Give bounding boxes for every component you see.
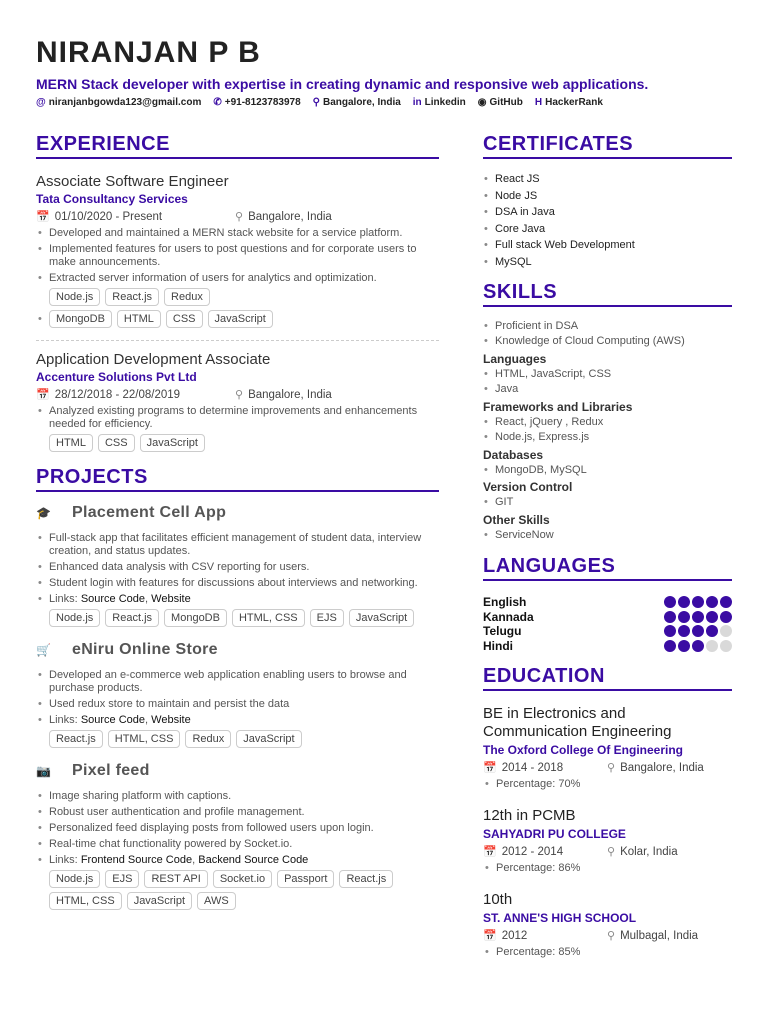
camera-icon: 📷	[36, 764, 51, 778]
proficiency-dot-filled	[692, 611, 704, 623]
list-item: • Image sharing platform with captions.	[36, 790, 439, 803]
tech-tag: EJS	[105, 870, 139, 888]
phone-text: +91-8123783978	[224, 97, 301, 108]
skill-group-heading: Databases	[483, 447, 544, 462]
education-location: Bangalore, India	[620, 761, 704, 774]
job-meta	[36, 388, 439, 401]
tech-tag: JavaScript	[127, 892, 192, 910]
tech-tag: CSS	[98, 434, 135, 452]
hackerrank-icon: H	[534, 97, 543, 108]
company-name: Tata Consultancy Services	[36, 192, 188, 206]
skill-group-heading: Version Control	[483, 480, 573, 495]
tech-tags	[36, 609, 439, 627]
proficiency-dot-empty	[706, 640, 718, 652]
frontend-source-link[interactable]: Frontend Source Code	[80, 854, 193, 866]
list-item: • MongoDB, MySQL	[483, 463, 732, 479]
location-pin-icon: ⚲	[607, 762, 616, 775]
education-entry	[483, 705, 732, 791]
proficiency-dots	[664, 640, 732, 652]
degree-title: 12th in PCMB	[483, 807, 576, 825]
email-contact[interactable]	[36, 97, 201, 108]
proficiency-dot-filled	[678, 640, 690, 652]
project-title: Pixel feed	[72, 762, 150, 779]
list-item: • Student login with features for discussions about interviews and networking.	[36, 577, 439, 590]
tech-tag: CSS	[166, 310, 203, 328]
calendar-icon: 📅	[483, 846, 497, 859]
list-item: • Developed an e-commerce web application enabling users to browse and purchase products.	[36, 669, 439, 695]
divider	[36, 340, 439, 341]
source-code-link[interactable]: Source Code	[80, 593, 146, 605]
proficiency-dot-empty	[720, 625, 732, 637]
list-item: • Robust user authentication and profile management.	[36, 806, 439, 819]
job-dates: 28/12/2018 - 22/08/2019	[54, 388, 181, 401]
tech-tag: Passport	[277, 870, 334, 888]
tech-tag: JavaScript	[208, 310, 273, 328]
education-meta	[483, 845, 732, 858]
proficiency-dot-filled	[706, 611, 718, 623]
list-item: • Developed and maintained a MERN stack website for a service platform.	[36, 227, 439, 240]
phone-contact[interactable]	[213, 97, 300, 108]
list-item: • React, jQuery , Redux	[483, 415, 732, 431]
job-location: Bangalore, India	[248, 388, 332, 401]
job-title: Application Development Associate	[36, 351, 271, 368]
proficiency-dot-filled	[678, 625, 690, 637]
list-item: • HTML, JavaScript, CSS	[483, 367, 732, 383]
list-item: • Enhanced data analysis with CSV reporting for users.	[36, 561, 439, 574]
job-entry	[36, 351, 439, 452]
skill-group-list	[483, 463, 732, 479]
project-bullets	[36, 532, 439, 606]
tech-tag: EJS	[310, 609, 344, 627]
tech-tags	[36, 870, 439, 910]
experience-heading: EXPERIENCE	[36, 133, 439, 159]
skill-group-heading: Languages	[483, 351, 547, 366]
degree-title: BE in Electronics and Communication Engineering	[483, 705, 672, 741]
tech-tags	[36, 434, 439, 452]
shopping-cart-icon: 🛒	[36, 643, 51, 657]
project-title: Placement Cell App	[72, 504, 227, 521]
tech-tag: JavaScript	[140, 434, 205, 452]
skill-group-list	[483, 367, 732, 398]
skill-group-list	[483, 495, 732, 511]
location-text: Bangalore, India	[322, 97, 401, 108]
skills-heading: SKILLS	[483, 281, 732, 307]
tech-tag: React.js	[105, 609, 159, 627]
tech-tag: REST API	[144, 870, 207, 888]
proficiency-dots	[664, 596, 732, 608]
list-item: • Extracted server information of users for analytics and optimization.	[36, 272, 439, 285]
job-dates: 01/10/2020 - Present	[54, 210, 163, 223]
location-pin-icon: ⚲	[312, 97, 320, 108]
at-icon: @	[36, 97, 46, 108]
job-meta	[36, 210, 439, 223]
tech-tag: MongoDB	[164, 609, 227, 627]
skill-group-list	[483, 415, 732, 446]
certificates-heading: CERTIFICATES	[483, 133, 732, 159]
list-item: • DSA in Java	[483, 204, 732, 221]
education-details	[483, 778, 732, 791]
tech-tag: AWS	[197, 892, 236, 910]
proficiency-dot-filled	[664, 596, 676, 608]
list-item: • React JS	[483, 171, 732, 188]
links-label: Links:	[49, 854, 78, 866]
education-meta	[483, 929, 732, 942]
right-column	[483, 133, 732, 962]
education-dates: 2014 - 2018	[501, 761, 564, 774]
calendar-icon: 📅	[483, 930, 497, 943]
tech-tag: Redux	[164, 288, 210, 306]
language-name: Kannada	[483, 609, 534, 624]
tech-tag: HTML, CSS	[108, 730, 181, 748]
list-item: • Full-stack app that facilitates efficient management of student data, interview creation, and status updates.	[36, 532, 439, 558]
school-name: ST. ANNE'S HIGH SCHOOL	[483, 911, 637, 926]
calendar-icon: 📅	[483, 762, 497, 775]
calendar-icon: 📅	[36, 211, 50, 223]
tech-tag: React.js	[105, 288, 159, 306]
email-text: niranjanbgowda123@gmail.com	[48, 97, 202, 108]
tech-tag: Socket.io	[213, 870, 272, 888]
list-item: • MySQL	[483, 254, 732, 271]
tech-tags-row	[36, 310, 439, 328]
project-header	[36, 504, 439, 522]
project-links: • Links: Source Code, Website	[36, 593, 439, 606]
tech-tag: HTML	[49, 434, 93, 452]
list-item: • Proficient in DSA	[483, 319, 732, 335]
education-dates: 2012 - 2014	[501, 845, 564, 858]
company-name: Accenture Solutions Pvt Ltd	[36, 370, 197, 384]
list-item: • Node.js, Express.js	[483, 430, 732, 446]
tech-tag: React.js	[339, 870, 393, 888]
degree-title: 10th	[483, 891, 513, 909]
language-row	[483, 595, 732, 610]
graduation-cap-icon: 🎓	[36, 506, 51, 520]
location-pin-icon: ⚲	[607, 930, 616, 943]
education-meta	[483, 761, 732, 774]
tech-tag: HTML	[117, 310, 161, 328]
tech-tag: Node.js	[49, 609, 100, 627]
list-item: • Node JS	[483, 188, 732, 205]
proficiency-dot-filled	[692, 596, 704, 608]
language-row	[483, 639, 732, 654]
github-text: GitHub	[489, 97, 523, 108]
phone-icon: ✆	[213, 97, 222, 108]
list-item: • GIT	[483, 495, 732, 511]
tech-tag: Redux	[185, 730, 231, 748]
tech-tag: JavaScript	[349, 609, 414, 627]
list-item: • Real-time chat functionality powered by Socket.io.	[36, 838, 439, 851]
proficiency-dot-filled	[720, 611, 732, 623]
tech-tag: • MongoDB	[49, 310, 112, 328]
location-pin-icon: ⚲	[235, 211, 244, 223]
list-item: • Implemented features for users to post questions and for corporate users to make announcements.	[36, 243, 439, 269]
project-header	[36, 641, 439, 659]
website-link[interactable]: Website	[151, 593, 191, 605]
links-label: Links:	[49, 593, 78, 605]
resume-tagline: MERN Stack developer with expertise in creating dynamic and responsive web applications.	[36, 76, 649, 92]
list-item: • Knowledge of Cloud Computing (AWS)	[483, 334, 732, 350]
skills-general-list	[483, 319, 732, 350]
projects-heading: PROJECTS	[36, 466, 439, 492]
school-name: SAHYADRI PU COLLEGE	[483, 827, 626, 842]
list-item: • Personalized feed displaying posts from followed users upon login.	[36, 822, 439, 835]
language-name: English	[483, 595, 527, 610]
list-item: • Percentage: 70%	[483, 778, 732, 791]
list-item: • Java	[483, 382, 732, 398]
job-title: Associate Software Engineer	[36, 173, 229, 190]
left-column	[36, 133, 439, 910]
website-link[interactable]: Website	[151, 714, 191, 726]
language-name: Telugu	[483, 624, 522, 639]
resume-name: NIRANJAN P B	[36, 36, 261, 69]
contact-bar	[36, 97, 603, 108]
project-header	[36, 762, 439, 780]
location-pin-icon: ⚲	[235, 389, 244, 401]
school-name: The Oxford College Of Engineering	[483, 743, 684, 758]
project-links: • Links: Source Code, Website	[36, 714, 439, 727]
project-bullets	[36, 790, 439, 867]
education-location: Mulbagal, India	[620, 929, 699, 942]
tech-tag: Node.js	[49, 288, 100, 306]
education-details	[483, 862, 732, 875]
list-item: • Percentage: 85%	[483, 946, 732, 959]
job-bullets	[36, 405, 439, 431]
languages-heading: LANGUAGES	[483, 555, 732, 581]
project-links: • Links: Frontend Source Code, Backend Source Code	[36, 854, 439, 867]
linkedin-icon: in	[412, 97, 422, 108]
backend-source-link[interactable]: Backend Source Code	[198, 854, 309, 866]
proficiency-dot-filled	[664, 625, 676, 637]
proficiency-dot-filled	[706, 596, 718, 608]
tech-tags	[36, 288, 439, 306]
education-entry	[483, 891, 732, 959]
list-item: • Analyzed existing programs to determine improvements and enhancements needed for efficiency.	[36, 405, 439, 431]
list-item: • Core Java	[483, 221, 732, 238]
education-dates: 2012	[501, 929, 528, 942]
proficiency-dot-filled	[664, 611, 676, 623]
linkedin-link[interactable]	[413, 97, 466, 108]
proficiency-dot-filled	[692, 625, 704, 637]
language-name: Hindi	[483, 638, 513, 653]
proficiency-dot-filled	[678, 611, 690, 623]
list-item: • Percentage: 86%	[483, 862, 732, 875]
proficiency-dot-filled	[678, 596, 690, 608]
hackerrank-link[interactable]	[535, 97, 603, 108]
proficiency-dots	[664, 625, 732, 637]
list-item: • ServiceNow	[483, 528, 732, 544]
linkedin-text: Linkedin	[424, 97, 466, 108]
tech-tags	[36, 730, 439, 748]
hackerrank-text: HackerRank	[545, 97, 603, 108]
proficiency-dot-filled	[720, 596, 732, 608]
education-heading: EDUCATION	[483, 665, 732, 691]
github-icon: ◉	[477, 97, 487, 108]
location-pin-icon: ⚲	[607, 846, 616, 859]
tech-tag: HTML, CSS	[232, 609, 305, 627]
tech-tag: HTML, CSS	[49, 892, 122, 910]
source-code-link[interactable]: Source Code	[80, 714, 146, 726]
proficiency-dot-filled	[692, 640, 704, 652]
skill-group-heading: Frameworks and Libraries	[483, 399, 633, 414]
proficiency-dot-filled	[664, 640, 676, 652]
certificates-list	[483, 171, 732, 271]
proficiency-dot-filled	[706, 625, 718, 637]
languages-list	[483, 595, 732, 653]
language-row	[483, 624, 732, 639]
job-location: Bangalore, India	[248, 210, 332, 223]
links-label: Links:	[49, 714, 78, 726]
calendar-icon: 📅	[36, 389, 50, 401]
project-bullets	[36, 669, 439, 727]
education-location: Kolar, India	[620, 845, 678, 858]
tech-tag: React.js	[49, 730, 103, 748]
skill-group-list	[483, 528, 732, 544]
tech-tag: Node.js	[49, 870, 100, 888]
job-bullets	[36, 227, 439, 285]
job-entry	[36, 173, 439, 328]
location-contact	[313, 97, 401, 108]
list-item: • Used redux store to maintain and persist the data	[36, 698, 439, 711]
education-details	[483, 946, 732, 959]
proficiency-dot-empty	[720, 640, 732, 652]
tech-tag: JavaScript	[236, 730, 301, 748]
proficiency-dots	[664, 611, 732, 623]
education-entry	[483, 807, 732, 875]
skill-group-heading: Other Skills	[483, 512, 550, 527]
list-item: • Full stack Web Development	[483, 237, 732, 254]
project-title: eNiru Online Store	[72, 641, 218, 658]
github-link[interactable]	[478, 97, 523, 108]
language-row	[483, 610, 732, 625]
